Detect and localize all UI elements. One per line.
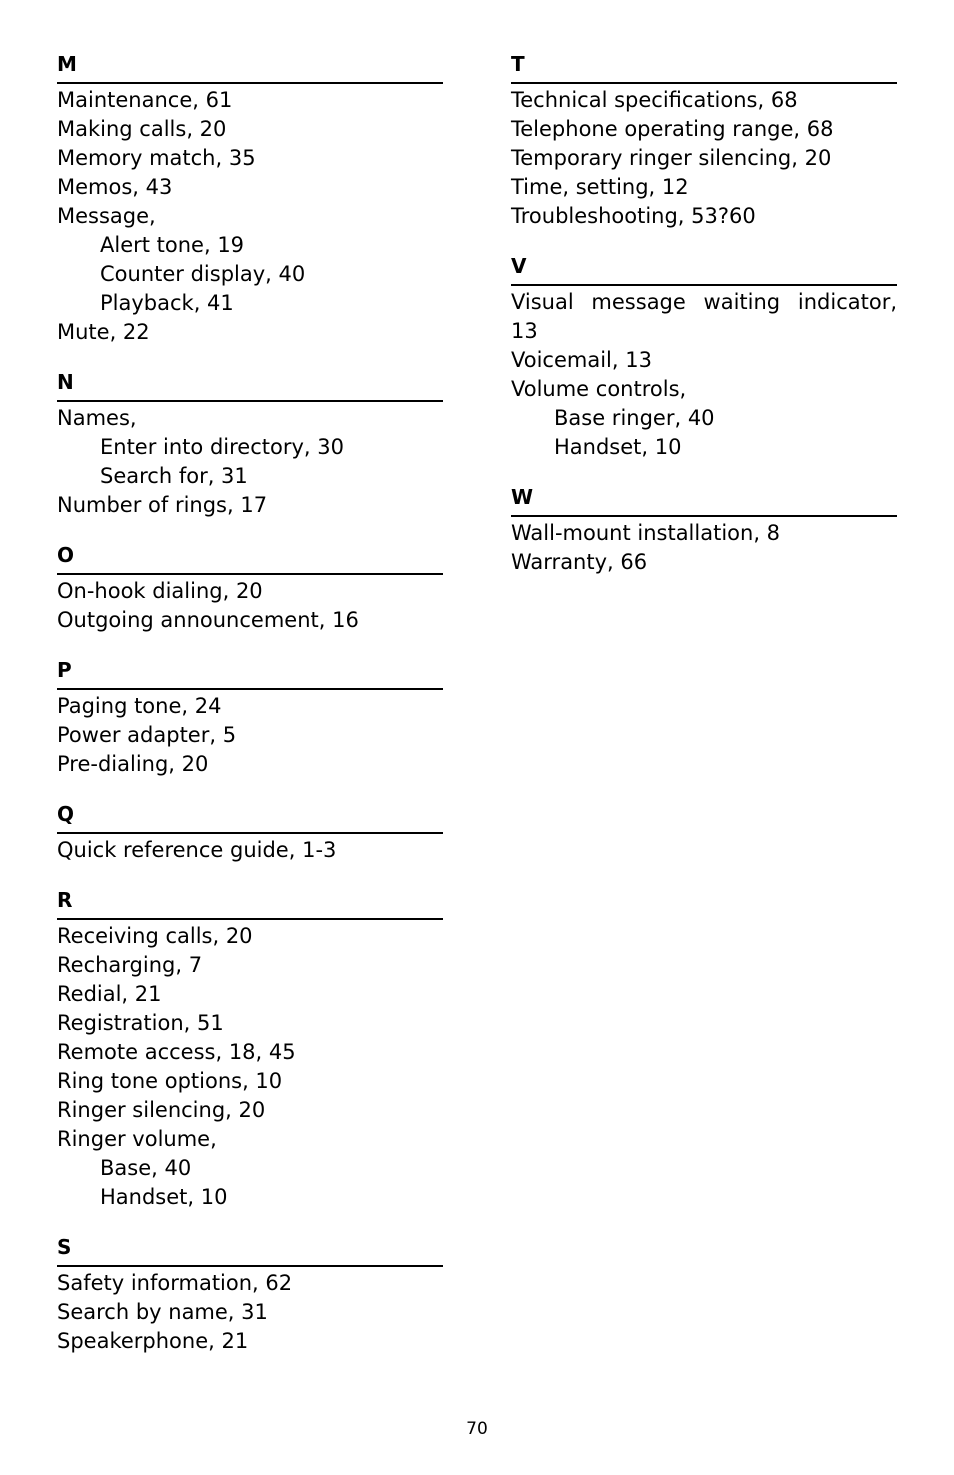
index-entry: Registration, 51 — [57, 1011, 224, 1035]
page-number: 70 — [466, 1419, 488, 1439]
index-column-left — [57, 52, 443, 1379]
index-entry: Redial, 21 — [57, 982, 162, 1006]
section-letter-heading: N — [57, 370, 443, 402]
index-entry: Voicemail, 13 — [511, 348, 652, 372]
index-section-t — [511, 52, 897, 231]
index-entry: Power adapter, 5 — [57, 723, 237, 747]
index-subentry: Playback, 41 — [100, 291, 234, 315]
index-section-p — [57, 658, 443, 779]
index-entry: Names, — [57, 406, 137, 430]
index-entry: Receiving calls, 20 — [57, 924, 253, 948]
index-section-n — [57, 370, 443, 520]
index-entry: Mute, 22 — [57, 320, 150, 344]
index-entry: Visual message waiting indicator, 13 — [511, 290, 897, 343]
index-entry: Pre-dialing, 20 — [57, 752, 209, 776]
index-entry: Telephone operating range, 68 — [511, 117, 834, 141]
index-section-m — [57, 52, 443, 347]
index-entry: Volume controls, — [511, 377, 687, 401]
index-entry: Memory match, 35 — [57, 146, 256, 170]
index-subentry: Enter into directory, 30 — [100, 435, 344, 459]
index-subentry: Handset, 10 — [100, 1185, 228, 1209]
section-letter-heading: V — [511, 254, 897, 286]
index-entry: On-hook dialing, 20 — [57, 579, 263, 603]
index-entry: Search by name, 31 — [57, 1300, 268, 1324]
index-entry: Outgoing announcement, 16 — [57, 608, 359, 632]
index-section-w — [511, 485, 897, 577]
index-entry: Wall-mount installation, 8 — [511, 521, 781, 545]
index-entry: Remote access, 18, 45 — [57, 1040, 296, 1064]
index-entry: Temporary ringer silencing, 20 — [511, 146, 832, 170]
index-subentry: Base, 40 — [100, 1156, 192, 1180]
section-letter-heading: Q — [57, 802, 443, 834]
index-subentry: Search for, 31 — [100, 464, 248, 488]
index-entry: Quick reference guide, 1-3 — [57, 838, 337, 862]
index-section-q — [57, 802, 443, 865]
index-entry: Message, — [57, 204, 156, 228]
section-letter-heading: O — [57, 543, 443, 575]
index-entry: Troubleshooting, 53?60 — [511, 204, 756, 228]
section-letter-heading: P — [57, 658, 443, 690]
section-letter-heading: T — [511, 52, 897, 84]
section-letter-heading: R — [57, 888, 443, 920]
index-entry: Maintenance, 61 — [57, 88, 233, 112]
index-subentry: Counter display, 40 — [100, 262, 306, 286]
index-entry: Recharging, 7 — [57, 953, 203, 977]
index-entry: Ringer volume, — [57, 1127, 217, 1151]
index-entry: Warranty, 66 — [511, 550, 648, 574]
index-subentry: Alert tone, 19 — [100, 233, 245, 257]
index-entry: Ringer silencing, 20 — [57, 1098, 266, 1122]
index-entry: Time, setting, 12 — [511, 175, 689, 199]
index-entry: Making calls, 20 — [57, 117, 227, 141]
section-letter-heading: W — [511, 485, 897, 517]
index-entry: Safety information, 62 — [57, 1271, 293, 1295]
index-entry: Speakerphone, 21 — [57, 1329, 249, 1353]
index-section-v — [511, 254, 897, 462]
index-subentry: Handset, 10 — [554, 435, 682, 459]
index-section-r — [57, 888, 443, 1212]
index-entry: Number of rings, 17 — [57, 493, 268, 517]
section-letter-heading: M — [57, 52, 443, 84]
index-entry: Paging tone, 24 — [57, 694, 222, 718]
index-subentry: Base ringer, 40 — [554, 406, 715, 430]
index-entry: Technical specifications, 68 — [511, 88, 798, 112]
index-column-right — [511, 52, 897, 600]
index-entry: Ring tone options, 10 — [57, 1069, 283, 1093]
section-letter-heading: S — [57, 1235, 443, 1267]
index-entry: Memos, 43 — [57, 175, 173, 199]
index-section-s — [57, 1235, 443, 1356]
index-section-o — [57, 543, 443, 635]
